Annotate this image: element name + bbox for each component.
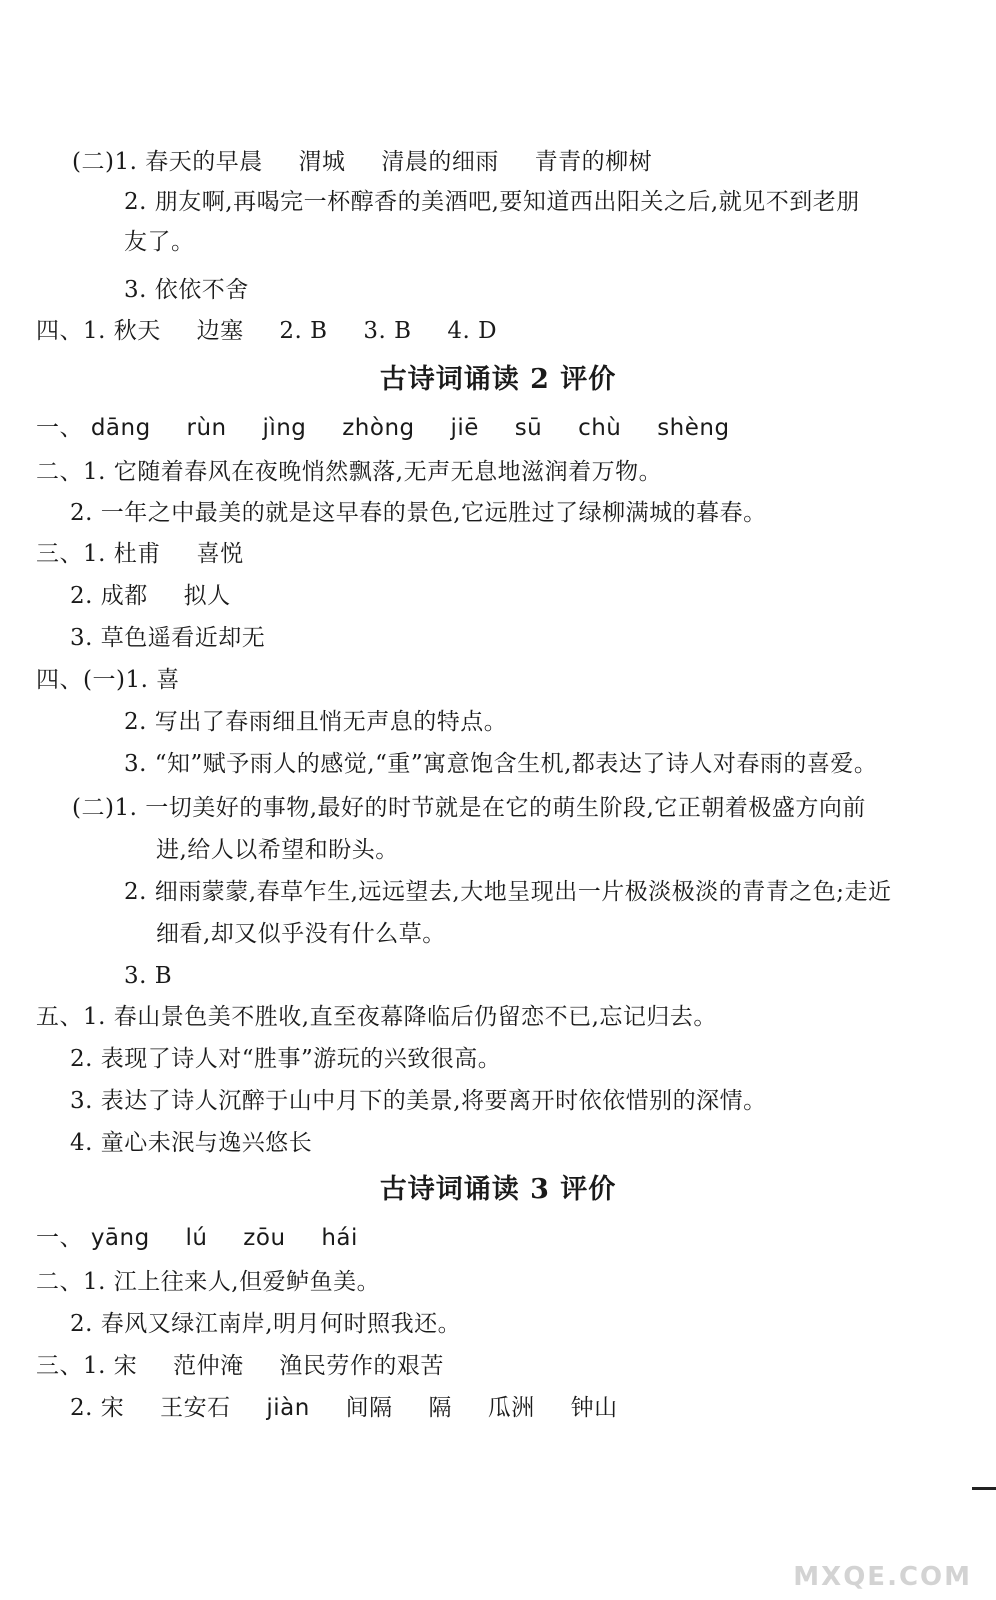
answer-text: B [154,963,173,989]
item-label: (二)1. [72,149,138,175]
answer-line [36,1001,717,1033]
pinyin-item: jiē [450,415,479,441]
item-label: 2. [124,189,147,215]
answer-item: 喜悦 [196,541,244,567]
pinyin-item: hái [321,1225,358,1251]
pinyin-item: jìng [262,415,307,441]
pinyin-item: rùn [186,415,227,441]
answer-text: 写出了春雨细且悄无声息的特点。 [154,709,508,735]
answer-line [36,1266,380,1298]
item-label: 2. [70,583,93,609]
item-label: 二、1. [36,1269,106,1295]
answer-line [36,538,244,570]
answer-text: 喜 [156,667,180,693]
answer-item: 3. B [363,318,412,344]
pinyin-item: lú [185,1225,208,1251]
item-label: 3. [70,1088,93,1114]
answer-item: 王安石 [160,1395,231,1421]
answer-line-pinyin [36,412,730,444]
item-label: 2. [70,1311,93,1337]
item-label: 2. [124,709,147,735]
answer-line [36,1350,444,1382]
answer-item: 拟人 [183,583,231,609]
answer-item: 秋天 [113,318,161,344]
item-label: 2. [124,879,147,905]
answer-item: 宋 [113,1353,138,1379]
item-label: 四、(一)1. [36,667,149,693]
answer-line [70,1127,312,1159]
answer-line [70,580,231,612]
answer-line [124,186,860,218]
answer-line [72,792,866,824]
answer-line [70,497,767,529]
answer-line [70,1043,501,1075]
answer-text: 表达了诗人沉醉于山中月下的美景,将要离开时依依惜别的深情。 [100,1088,767,1114]
answer-text: 友了。 [124,229,195,255]
answer-item: 杜甫 [113,541,161,567]
answer-item: 渭城 [298,149,346,175]
pinyin-item: jiàn [266,1395,310,1421]
pinyin-item: chù [578,415,622,441]
answer-text: 进,给人以希望和盼头。 [156,837,399,863]
answer-text: 它随着春风在夜晚悄然飘落,无声无息地滋润着万物。 [113,459,663,485]
answer-line [36,664,180,696]
answer-item: 成都 [100,583,148,609]
answer-line [70,622,265,654]
answer-text: 一切美好的事物,最好的时节就是在它的萌生阶段,它正朝着极盛方向前 [145,795,866,821]
answer-item: 4. D [447,318,498,344]
section-title: 古诗词诵读 2 评价 [379,364,617,395]
item-label: 3. [124,751,147,777]
answer-item: 边塞 [196,318,244,344]
answer-line [124,748,877,780]
answer-item: 渔民劳作的艰苦 [279,1353,444,1379]
answer-line [124,274,249,306]
answer-text: 朋友啊,再喝完一杯醇香的美酒吧,要知道西出阳关之后,就见不到老朋 [154,189,860,215]
answer-text: 江上往来人,但爱鲈鱼美。 [113,1269,381,1295]
item-label: 3. [124,277,147,303]
answer-text: 一年之中最美的就是这早春的景色,它远胜过了绿柳满城的暮春。 [100,500,767,526]
answer-line [124,960,172,992]
answer-text: 细雨蒙蒙,春草乍生,远远望去,大地呈现出一片极淡极淡的青青之色;走近 [154,879,892,905]
pinyin-item: shèng [657,415,730,441]
item-label: 五、1. [36,1004,106,1030]
answer-line [70,1085,767,1117]
answer-text: “知”赋予雨人的感觉,“重”寓意饱含生机,都表达了诗人对春雨的喜爱。 [154,751,878,777]
answer-line-pinyin [36,1222,358,1254]
item-label: 一、 [36,415,83,441]
answer-line [124,706,507,738]
answer-text: 依依不舍 [154,277,249,303]
answer-line [36,315,497,347]
answer-line-continued [156,834,399,866]
page-edge-mark [972,1487,996,1490]
answer-line-continued [124,226,195,258]
section-title: 古诗词诵读 3 评价 [379,1174,617,1205]
item-label: 三、1. [36,1353,106,1379]
item-label: 二、1. [36,459,106,485]
answer-item: 间隔 [345,1395,393,1421]
answer-item: 2. B [279,318,328,344]
answer-line [72,146,652,178]
answer-text: 草色遥看近却无 [100,625,266,651]
item-label: (二)1. [72,795,138,821]
answer-item: 瓜洲 [487,1395,535,1421]
item-label: 2. [70,1046,93,1072]
pinyin-item: yāng [90,1225,150,1251]
answer-item: 范仲淹 [173,1353,244,1379]
answer-line [70,1392,618,1424]
item-label: 3. [124,963,147,989]
answer-text: 童心未泯与逸兴悠长 [100,1130,313,1156]
answer-item: 钟山 [570,1395,618,1421]
answer-item: 隔 [428,1395,452,1421]
pinyin-item: zōu [243,1225,286,1251]
answer-line [36,456,662,488]
answer-text: 春风又绿江南岸,明月何时照我还。 [100,1311,462,1337]
answer-item: 清晨的细雨 [381,149,499,175]
answer-line [124,876,891,908]
answer-text: 表现了诗人对“胜事”游玩的兴致很高。 [100,1046,502,1072]
answer-line-continued [156,918,446,950]
answer-item: 青青的柳树 [534,149,653,175]
answer-text: 春山景色美不胜收,直至夜幕降临后仍留恋不已,忘记归去。 [113,1004,717,1030]
pinyin-item: sū [514,415,543,441]
answer-item: 宋 [100,1395,125,1421]
item-label: 2. [70,1395,93,1421]
answer-item: 春天的早晨 [145,149,263,175]
answer-line [70,1308,461,1340]
watermark: MXQE.COM [793,1562,972,1592]
pinyin-item: dāng [90,415,151,441]
item-label: 3. [70,625,93,651]
item-label: 一、 [36,1225,83,1251]
item-label: 2. [70,500,93,526]
pinyin-item: zhòng [342,415,415,441]
item-label: 三、1. [36,541,106,567]
item-label: 4. [70,1130,93,1156]
answer-text: 细看,却又似乎没有什么草。 [156,921,446,947]
item-label: 四、1. [36,318,106,344]
